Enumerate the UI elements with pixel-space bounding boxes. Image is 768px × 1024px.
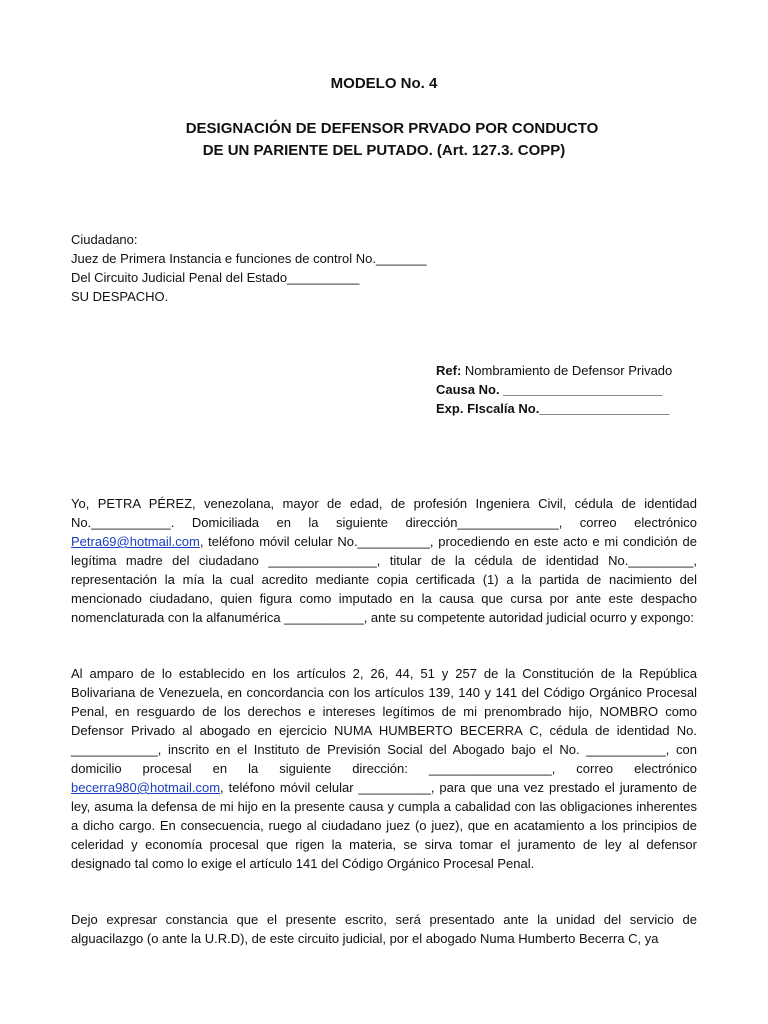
petitioner-email-link[interactable]: Petra69@hotmail.com xyxy=(71,534,200,549)
expediente-line: Exp. FIscalía No.__________________ xyxy=(436,401,670,416)
paragraph-appointment xyxy=(71,664,697,873)
paragraph-constancy: Dejo expresar constancia que el presente escrito, será presentado ante la unidad del servicio de alguacilazgo (o ante la U.R.D), de este circuito judicial, por el abogado Numa Humberto Becerra C, ya xyxy=(71,912,697,946)
addressee-judge: Juez de Primera Instancia e funciones de control No._______ xyxy=(71,251,427,266)
paragraph-text: Yo, PETRA PÉREZ, venezolana, mayor de edad, de profesión Ingeniera Civil, cédula de identidad No.___________. Domiciliada en la siguiente dirección______________, correo electrónico xyxy=(71,496,697,530)
lawyer-email-link[interactable]: becerra980@hotmail.com xyxy=(71,780,221,795)
reference-text: Nombramiento de Defensor Privado xyxy=(461,363,673,378)
addressee-circuit: Del Circuito Judicial Penal del Estado__________ xyxy=(71,270,360,285)
paragraph-text: , teléfono móvil celular __________, para que una vez prestado el juramento de ley, asuma la defensa de mi hijo en la presente causa y cumpla a cabalidad con las obligaciones inherentes a dicho cargo. En consecuencia, ruego al ciudadano juez (o juez), que en acatamiento a los principios de celeridad y economía procesal que rigen la materia, se sirva tomar el juramento de ley al defensor designado tal como lo exige el artículo 141 del Código Orgánico Procesal Penal. xyxy=(71,780,697,871)
paragraph-text: , teléfono móvil celular No.__________, procediendo en este acto e mi condición de legítima madre del ciudadano _______________, titular de la cédula de identidad No._________, representación la mía la cual acredito mediante copia certificada (1) a la partida de nacimiento del mencionado ciudadano, quien figura como imputado en la causa que cursa por ante este despacho nomenclaturada con la alfanumérica ___________, ante su competente autoridad judicial ocurro y expongo: xyxy=(71,534,697,625)
document-subtitle-line1: DESIGNACIÓN DE DEFENSOR PRVADO POR CONDUCTO xyxy=(185,120,599,137)
reference-line xyxy=(436,361,672,380)
document-title: MODELO No. 4 xyxy=(330,75,438,92)
addressee-office: SU DESPACHO. xyxy=(71,289,169,304)
reference-block xyxy=(436,361,672,418)
paragraph-petitioner xyxy=(71,494,697,627)
addressee-salutation: Ciudadano: xyxy=(71,232,138,247)
reference-label: Ref: xyxy=(436,363,462,378)
document-subtitle-line2: DE UN PARIENTE DEL PUTADO. (Art. 127.3. COPP) xyxy=(202,142,566,159)
causa-line: Causa No. ______________________ xyxy=(436,382,663,397)
paragraph-text: Al amparo de lo establecido en los artículos 2, 26, 44, 51 y 257 de la Constitución de la República Bolivariana de Venezuela, en concordancia con los artículos 139, 140 y 141 del Código Orgánico Procesal Penal, en resguardo de los derechos e intereses legítimos de mi prenombrado hijo, NOMBRO como Defensor Privado al abogado en ejercicio NUMA HUMBERTO BECERRA C, cédula de identidad No. ____________, inscrito en el Instituto de Previsión Social del Abogado bajo el No. ___________, con domicilio procesal en la siguiente dirección: _________________, correo electrónico xyxy=(71,666,697,776)
addressee-block xyxy=(71,230,427,306)
